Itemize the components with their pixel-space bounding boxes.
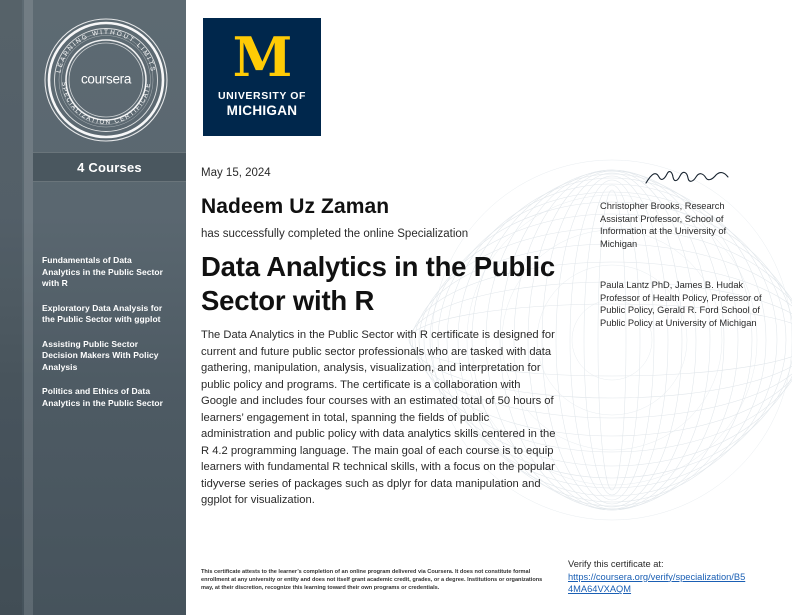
verify-link[interactable]: https://coursera.org/verify/specialization/B54MA64VXAQM — [568, 571, 746, 594]
svg-text:SPECIALIZATION CERTIFICATE: SPECIALIZATION CERTIFICATE — [59, 81, 153, 127]
sidebar — [0, 0, 186, 615]
legal-disclaimer: This certificate attests to the learner’s completion of an online program delivered via Coursera. It does not constitute formal enrollment at any university or entity and does not itself grant academic credit, grades, or a degree. Institutions or organizations may, at their discretion, recognize this learning toward their own programs or credentials. — [201, 569, 543, 592]
sidebar-accent-stripe — [24, 0, 33, 615]
list-item: Assisting Public Sector Decision Makers With Policy Analysis — [42, 338, 159, 372]
list-item: Fundamentals of Data Analytics in the Public Sector with R — [42, 255, 164, 288]
logo-line-university: UNIVERSITY OF — [217, 90, 307, 102]
coursera-seal — [42, 16, 170, 144]
list-item: Politics and Ethics of Data Analytics in the Public Sector — [42, 386, 164, 408]
michigan-monogram-icon: M — [232, 25, 292, 89]
courses-count-badge — [33, 152, 186, 182]
courses-count-label: 4 Courses — [77, 160, 142, 175]
certificate-description: The Data Analytics in the Public Sector with R certificate is designed for current and future public sector professionals who are tasked with data gathering, manipulation, analysis, visualization, and interpretation for public policy and programs. The certificate is a collaboration with Google and includes four courses with an estimated total of 50 hours of learners’ engagement in total, spanning the fields of public administration and public policy with data analytics skills centered in the R 4.2 programming language. The main goal of each course is to equip learners with fundamental R technical skills, with a focus on the popular tidyverse series of packages such as dplyr for data manipulation and ggplot for visualization. — [201, 329, 556, 506]
logo-line-michigan: MICHIGAN — [226, 103, 298, 118]
svg-text:LEARNING WITHOUT LIMITS: LEARNING WITHOUT LIMITS — [55, 28, 157, 74]
verification-block — [568, 558, 748, 596]
recipient-name: Nadeem Uz Zaman — [201, 195, 390, 218]
list-item: Exploratory Data Analysis for the Public Sector with ggplot — [42, 302, 163, 324]
signature-icon — [644, 168, 730, 188]
completion-statement: has successfully completed the online Specialization — [201, 228, 469, 240]
sidebar-edge-stripe — [0, 0, 22, 615]
course-list — [42, 255, 172, 422]
verify-label: Verify this certificate at: — [568, 559, 664, 569]
signatory-block: Christopher Brooks, Research Assistant Professor, School of Information at the University of Michigan — [600, 201, 727, 249]
signatory-block: Paula Lantz PhD, James B. Hudak Professor of Health Policy, Professor of Public Policy, Gerald R. Ford School of Public Policy at University of Michigan — [600, 280, 762, 328]
certificate-title: Data Analytics in the Public Sector with R — [201, 251, 556, 316]
university-logo — [203, 18, 321, 136]
svg-text:coursera: coursera — [80, 71, 132, 87]
issue-date: May 15, 2024 — [201, 167, 271, 179]
